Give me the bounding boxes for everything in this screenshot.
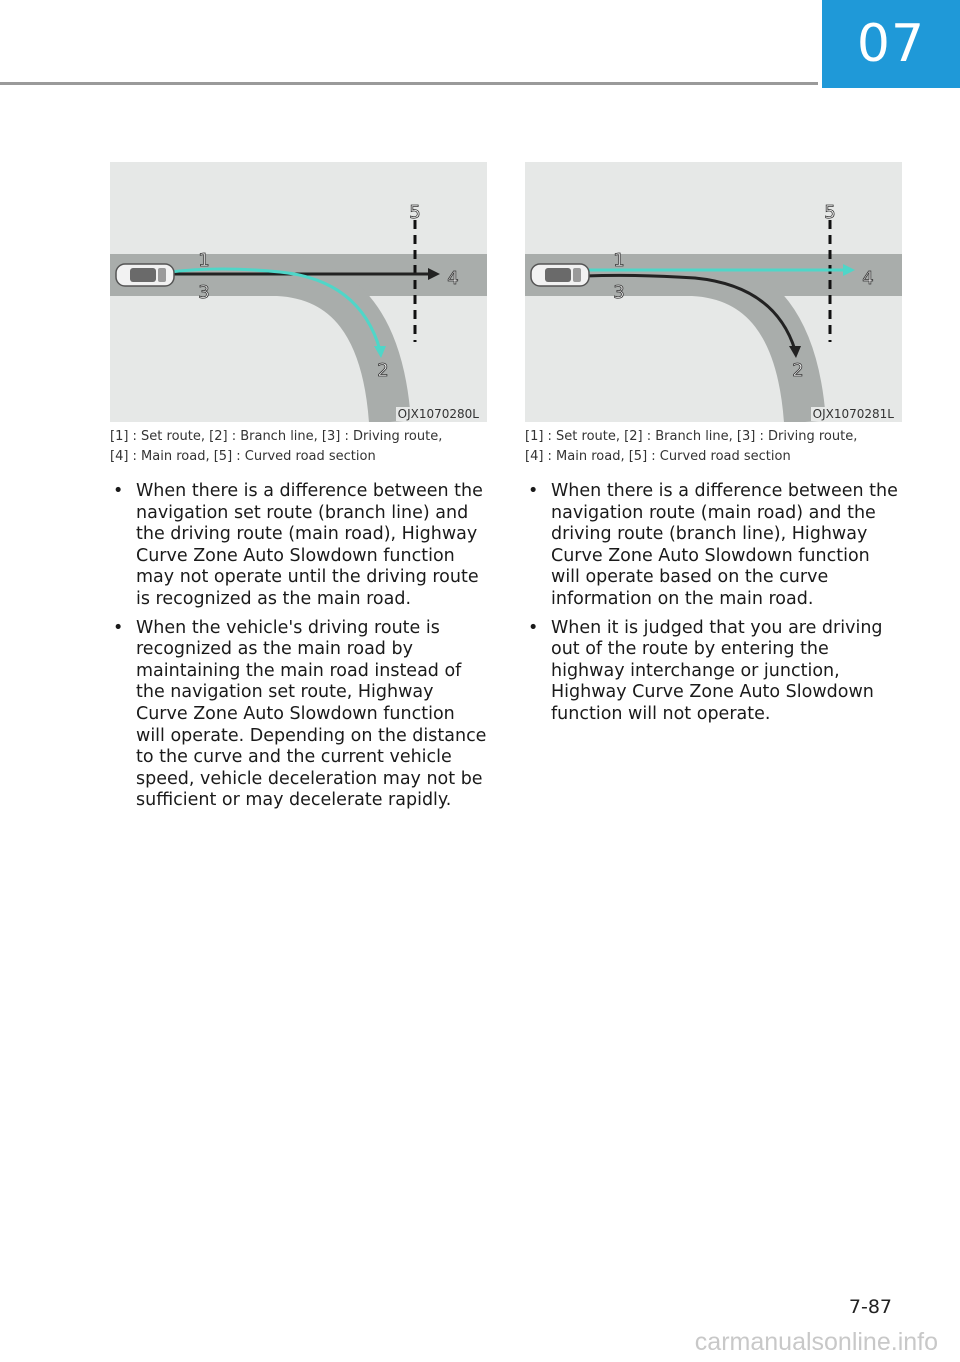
label-1-text: 1 bbox=[198, 250, 210, 271]
page-number: 7-87 bbox=[848, 1296, 892, 1318]
left-column bbox=[110, 162, 487, 819]
caption-line: [4] : Main road, [5] : Curved road section bbox=[525, 449, 791, 464]
bullet-symbol: • bbox=[528, 617, 539, 638]
branch-road bbox=[278, 275, 390, 422]
label-3-text: 3 bbox=[198, 282, 210, 303]
figure-set-route-branch bbox=[110, 162, 487, 422]
figure-code: OJX1070280L bbox=[397, 407, 479, 421]
list-item bbox=[525, 618, 902, 726]
label-3-text: 3 bbox=[613, 282, 625, 303]
label-5-text: 5 bbox=[409, 202, 421, 223]
road-diagram-1 bbox=[110, 162, 487, 422]
figure-caption bbox=[110, 427, 487, 467]
bullet-text: When there is a difference between the navigation route (main road) and the driving route (branch line), Highway Curve Zone Auto Slowdown function will operate based on the curve information on the main road. bbox=[551, 481, 898, 609]
car-icon bbox=[116, 264, 174, 286]
car-icon bbox=[531, 264, 589, 286]
label-4-text: 4 bbox=[447, 268, 459, 289]
bullet-text: When the vehicle's driving route is recognized as the main road by maintaining the main road instead of the navigation set route, Highway Curve Zone Auto Slowdown function will operate. Depending on the distance to the curve and the current vehicle speed, vehicle deceleration may not be sufficient or may decelerate rapidly. bbox=[136, 617, 487, 811]
watermark: carmanualsonline.info bbox=[694, 1328, 938, 1356]
figure-code: OJX1070281L bbox=[812, 407, 894, 421]
bullet-list bbox=[525, 481, 902, 726]
bullet-text: When there is a difference between the navigation set route (branch line) and the driving route (main road), Highway Curve Zone Auto Slowdown function may not operate until the driving route is recognized as the main road. bbox=[136, 481, 483, 609]
road-diagram-2 bbox=[525, 162, 902, 422]
caption-line: [4] : Main road, [5] : Curved road section bbox=[110, 449, 376, 464]
bullet-list bbox=[110, 481, 487, 812]
list-item bbox=[110, 481, 487, 611]
label-5-text: 5 bbox=[824, 202, 836, 223]
bullet-symbol: • bbox=[528, 481, 539, 501]
bullet-symbol: • bbox=[113, 481, 124, 501]
bullet-text: When it is judged that you are driving out of the route by entering the highway interchange or junction, Highway Curve Zone Auto Slowdown function will not operate. bbox=[551, 617, 883, 724]
label-1 bbox=[196, 250, 212, 271]
branch-road bbox=[693, 275, 805, 422]
chapter-tab bbox=[822, 0, 960, 88]
figure-set-route-main bbox=[525, 162, 902, 422]
right-column bbox=[525, 162, 902, 733]
label-1-text: 1 bbox=[613, 250, 625, 271]
caption-line: [1] : Set route, [2] : Branch line, [3] : Driving route, bbox=[525, 429, 858, 444]
chapter-number: 07 bbox=[856, 14, 926, 74]
list-item bbox=[525, 481, 902, 611]
label-2-text: 2 bbox=[792, 360, 804, 381]
header-rule bbox=[0, 82, 818, 85]
caption-line: [1] : Set route, [2] : Branch line, [3] : Driving route, bbox=[110, 429, 443, 444]
label-2-text: 2 bbox=[377, 360, 389, 381]
label-4-text: 4 bbox=[862, 268, 874, 289]
list-item bbox=[110, 618, 487, 812]
figure-caption bbox=[525, 427, 902, 467]
bullet-symbol: • bbox=[113, 617, 124, 638]
